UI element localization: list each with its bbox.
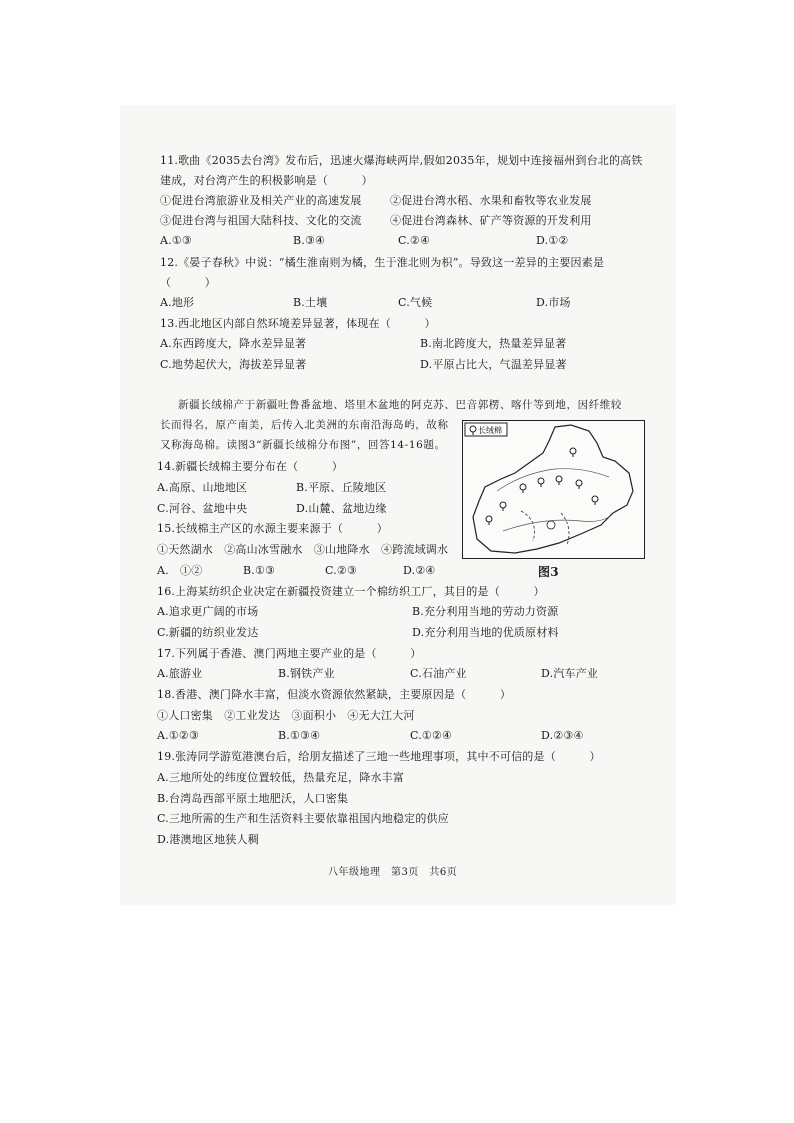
q11-statement-2: ②促进台湾水稻、水果和畜牧等农业发展 (390, 194, 592, 207)
q11-option-c[interactable]: C.②④ (398, 234, 431, 247)
q18-option-c[interactable]: C.①②④ (410, 729, 453, 742)
q16-option-d[interactable]: D.充分利用当地的优质原材料 (412, 626, 559, 639)
cotton-marker-8 (570, 448, 576, 457)
q19-option-d[interactable]: D.港澳地区地狭人稠 (157, 833, 259, 846)
q11-statement-4: ④促进台湾森林、矿产等资源的开发利用 (390, 214, 592, 227)
cotton-marker-3 (556, 476, 562, 485)
q13-option-b[interactable]: B.南北跨度大，热量差异显著 (420, 337, 567, 350)
river-dashed (521, 511, 535, 541)
q15-option-c[interactable]: C.②③ (325, 564, 358, 577)
intro-line1: 新疆长绒棉产于新疆吐鲁番盆地、塔里木盆地的阿克苏、巴音郭楞、喀什等到地，因纤维较 (178, 399, 622, 411)
q19-option-c[interactable]: C.三地所需的生产和生活资料主要依靠祖国内地稳定的供应 (157, 812, 449, 825)
cotton-marker-1 (520, 484, 526, 493)
q19-stem: 19.张涛同学游览港澳台后，给朋友描述了三地一些地理事项，其中不可信的是（ ） (157, 750, 601, 763)
q12-option-c[interactable]: C.气候 (398, 296, 433, 309)
q16-option-a[interactable]: A.追求更广阔的市场 (157, 605, 259, 618)
q19-option-a[interactable]: A.三地所处的纬度位置较低，热量充足，降水丰富 (157, 771, 405, 784)
cotton-marker-4 (576, 480, 582, 489)
xinjiang-map-drawing (463, 421, 643, 557)
q14-option-c[interactable]: C.河谷、盆地中央 (157, 502, 248, 515)
q13-option-a[interactable]: A.东西跨度大，降水差异显著 (160, 337, 307, 350)
q17-option-a[interactable]: A.旅游业 (157, 667, 203, 680)
intro-line2: 长而得名，原产南美，后传入北美洲的东南沿海岛屿，故称 (160, 419, 449, 431)
q18-causes: ①人口密集 ②工业发达 ③面积小 ④无大江大河 (157, 709, 415, 722)
q15-sources: ①天然湖水 ②高山冰雪融水 ③山地降水 ④跨流域调水 (157, 543, 449, 556)
q17-option-b[interactable]: B.钢铁产业 (278, 667, 335, 680)
q15-option-d[interactable]: D.②④ (403, 564, 436, 577)
q14-stem: 14.新疆长绒棉主要分布在（ ） (157, 460, 344, 473)
q17-stem: 17.下列属于香港、澳门两地主要产业的是（ ） (157, 647, 422, 660)
cotton-marker-5 (500, 502, 506, 511)
q14-option-a[interactable]: A.高原、山地地区 (157, 481, 248, 494)
xinjiang-boundary (473, 425, 633, 553)
q11-stem-line2: 建成，对台湾产生的积极影响是（ ） (160, 174, 373, 187)
q15-option-b[interactable]: B.①③ (243, 564, 276, 577)
q12-option-a[interactable]: A.地形 (160, 296, 195, 309)
q17-option-c[interactable]: C.石油产业 (410, 667, 467, 680)
tianshan-range (497, 469, 609, 491)
q15-stem: 15.长绒棉主产区的水源主要来源于（ ） (157, 522, 388, 535)
q16-stem: 16.上海某纺织企业决定在新疆投资建立一个棉纺织工厂，其目的是（ ） (157, 585, 545, 598)
cotton-marker-2 (538, 478, 544, 487)
q18-option-b[interactable]: B.①③④ (278, 729, 321, 742)
q16-option-b[interactable]: B.充分利用当地的劳动力资源 (412, 605, 559, 618)
q14-option-d[interactable]: D.山麓、盆地边缘 (296, 502, 387, 515)
q14-option-b[interactable]: B.平原、丘陵地区 (296, 481, 387, 494)
q18-stem: 18.香港、澳门降水丰富，但淡水资源依然紧缺，主要原因是（ ） (157, 688, 512, 701)
cotton-distribution-map (462, 420, 645, 559)
q11-stem-line1: 11.歌曲《2035去台湾》发布后，迅速火爆海峡两岸,假如2035年，规划中连接福州到台北的高铁 (160, 154, 643, 167)
q16-option-c[interactable]: C.新疆的纺织业发达 (157, 626, 259, 639)
q11-statement-1: ①促进台湾旅游业及相关产业的高速发展 (160, 194, 362, 207)
q13-option-c[interactable]: C.地势起伏大，海拔差异显著 (160, 358, 307, 371)
cotton-marker-6 (486, 516, 492, 525)
q12-option-b[interactable]: B.土壤 (293, 296, 328, 309)
q11-option-a[interactable]: A.①③ (160, 234, 192, 247)
q13-option-d[interactable]: D.平原占比大，气温差异显著 (420, 358, 567, 371)
q17-option-d[interactable]: D.汽车产业 (541, 667, 599, 680)
intro-line3: 又称海岛棉。读图3“新疆长绒棉分布图”，回答14-16题。 (160, 439, 446, 451)
q19-option-b[interactable]: B.台湾岛西部平原土地肥沃，人口密集 (157, 792, 349, 805)
lake-symbol (547, 521, 555, 529)
q15-option-a[interactable]: A. ①② (157, 564, 203, 577)
q12-stem-line1: 12.《晏子春秋》中说：“橘生淮南则为橘，生于淮北则为枳”。导致这一差异的主要因素是 (160, 256, 605, 269)
page-footer: 八年级地理 第3页 共6页 (328, 867, 458, 878)
q11-option-b[interactable]: B.③④ (293, 234, 326, 247)
q18-option-a[interactable]: A.①②③ (157, 729, 200, 742)
q11-statement-3: ③促进台湾与祖国大陆科技、文化的交流 (160, 214, 362, 227)
figure-caption: 图3 (538, 565, 559, 579)
q12-stem-line2: （ ） (160, 276, 216, 289)
q13-stem: 13.西北地区内部自然环境差异显著，体现在（ ） (160, 317, 436, 330)
q18-option-d[interactable]: D.②③④ (541, 729, 584, 742)
cotton-marker-7 (592, 496, 598, 505)
q11-option-d[interactable]: D.①② (536, 234, 569, 247)
q12-option-d[interactable]: D.市场 (536, 296, 571, 309)
legend-label: 长绒棉 (478, 426, 502, 435)
